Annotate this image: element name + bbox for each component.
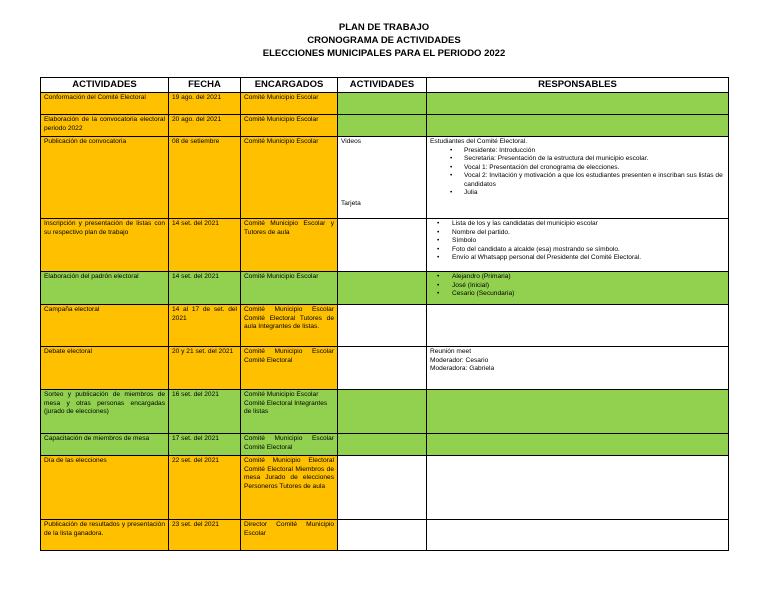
cell-actividad: Publicación de resultados y presentación de la lista ganadora. [41, 520, 169, 551]
cell-actividades-2 [338, 219, 427, 272]
activity-tarjeta: Tarjeta [341, 200, 361, 207]
list-item: • Secretaria: Presentación de la estructura del municipio escolar. [430, 155, 725, 164]
cell-fecha: 14 set. del 2021 [169, 219, 241, 272]
cell-fecha: 17 set. del 2021 [169, 434, 241, 456]
cell-responsables [427, 520, 729, 551]
cell-encargados: Comité Municipio Escolar Comité Electoral Tutores de aula Integrantes de listas. [241, 305, 338, 347]
table-row [41, 390, 729, 434]
cell-responsables [427, 137, 729, 219]
responsables-heading: Estudiantes del Comité Electoral. [430, 138, 528, 145]
cell-actividades-2 [338, 434, 427, 456]
table-row [41, 93, 729, 115]
table-row [41, 434, 729, 456]
list-item: • Cesario (Secundaria) [430, 290, 725, 299]
table-row [41, 137, 729, 219]
table-row [41, 115, 729, 137]
list-item: • Símbolo [430, 237, 725, 246]
cell-actividades-2 [338, 305, 427, 347]
list-item: • Foto del candidato a alcalde (esa) mostrando se símbolo. [430, 246, 725, 255]
cell-actividad: Campaña electoral [41, 305, 169, 347]
cell-actividad: Inscripción y presentación de listas con su respectivo plan de trabajo [41, 219, 169, 272]
cell-responsables [427, 219, 729, 272]
cell-fecha: 20 ago. del 2021 [169, 115, 241, 137]
cell-responsables [427, 434, 729, 456]
list-item: • Vocal 2: Invitación y motivación a que los estudiantes presenten e inscriban sus listas de candidatos [430, 172, 725, 189]
cell-encargados: Comité Municipio Escolar y Tutores de aula [241, 219, 338, 272]
responsables-list [430, 273, 725, 299]
cell-encargados: Comité Municipio Electoral Comité Electoral Miembros de mesa Jurado de elecciones Personeros Tutores de aula [241, 456, 338, 520]
activity-videos: Videos [341, 138, 362, 145]
table-row [41, 456, 729, 520]
header-actividades: ACTIVIDADES [41, 78, 169, 93]
cell-actividades-2 [338, 137, 427, 219]
header-actividades-2: ACTIVIDADES [338, 78, 427, 93]
header-responsables: RESPONSABLES [427, 78, 729, 93]
responsables-line: Moderador: Cesario [430, 356, 489, 364]
cell-fecha: 20 y 21 set. del 2021 [169, 347, 241, 390]
cell-actividad: Elaboración de la convocatoria electoral periodo 2022 [41, 115, 169, 137]
cell-fecha: 08 de setiembre [169, 137, 241, 219]
cell-encargados: Comité Municipio Escolar Comité Electoral [241, 434, 338, 456]
cell-fecha: 23 set. del 2021 [169, 520, 241, 551]
table-row [41, 520, 729, 551]
title-line-2: CRONOGRAMA DE ACTIVIDADES [307, 35, 461, 46]
cell-actividad: Capacitación de miembros de mesa [41, 434, 169, 456]
responsables-list [430, 220, 725, 263]
table-row [41, 272, 729, 305]
cell-actividades-2 [338, 93, 427, 115]
cell-encargados: Comité Municipio Escolar [241, 272, 338, 305]
list-item: • Julia [430, 189, 725, 198]
table-row [41, 347, 729, 390]
responsables-list [430, 147, 725, 198]
list-item: • Lista de los y las candidatas del municipio escolar [430, 220, 725, 229]
title-line-3: ELECCIONES MUNICIPALES PARA EL PERIODO 2022 [262, 48, 506, 59]
table-header-row [41, 78, 729, 93]
cell-actividades-2 [338, 390, 427, 434]
responsables-line: Moderadora: Gabriela [430, 365, 495, 372]
document-title [0, 21, 768, 60]
list-item: • Alejandro (Primaria) [430, 273, 725, 282]
cell-actividad: Conformación del Comité Electoral [41, 93, 169, 115]
cell-responsables [427, 115, 729, 137]
cell-actividades-2 [338, 347, 427, 390]
cell-encargados: Comité Municipio Escolar [241, 137, 338, 219]
list-item: • Envío al Whatsapp personal del Presidente del Comité Electoral. [430, 254, 725, 263]
cell-responsables [427, 305, 729, 347]
cell-encargados: Director Comité Municipio Escolar [241, 520, 338, 551]
header-encargados: ENCARGADOS [241, 78, 338, 93]
header-fecha: FECHA [169, 78, 241, 93]
table-row [41, 305, 729, 347]
title-line-1: PLAN DE TRABAJO [338, 22, 430, 33]
table-row [41, 219, 729, 272]
cell-actividad: Día de las elecciones [41, 456, 169, 520]
cell-fecha: 22 set. del 2021 [169, 456, 241, 520]
cell-actividades-2 [338, 520, 427, 551]
cell-actividad: Elaboración del padrón electoral [41, 272, 169, 305]
cell-encargados: Comité Municipio Escolar [241, 93, 338, 115]
cell-responsables [427, 390, 729, 434]
cell-encargados: Comité Municipio Escolar [241, 115, 338, 137]
cell-fecha: 14 set. del 2021 [169, 272, 241, 305]
cell-encargados: Comité Municipio Escolar Comité Electoral Integrantes de listas [241, 390, 338, 434]
cell-actividad: Publicación de convocatoria [41, 137, 169, 219]
cell-fecha: 19 ago. del 2021 [169, 93, 241, 115]
list-item: • Presidente: Introducción [430, 147, 725, 156]
responsables-heading: Reunión meet [430, 348, 472, 355]
cell-responsables [427, 272, 729, 305]
cell-responsables [427, 456, 729, 520]
list-item: • José (Inicial) [430, 282, 725, 291]
cell-actividades-2 [338, 456, 427, 520]
schedule-table [40, 77, 729, 551]
cell-fecha: 16 set. del 2021 [169, 390, 241, 434]
cell-actividades-2 [338, 272, 427, 305]
cell-responsables [427, 93, 729, 115]
cell-fecha: 14 al 17 de set. del 2021 [169, 305, 241, 347]
list-item: • Vocal 1: Presentación del cronograma de elecciones. [430, 164, 725, 173]
list-item: • Nombre del partido. [430, 229, 725, 238]
cell-responsables [427, 347, 729, 390]
cell-actividad: Debate electoral [41, 347, 169, 390]
cell-actividades-2 [338, 115, 427, 137]
cell-encargados: Comité Municipio Escolar Comité Electoral [241, 347, 338, 390]
cell-actividad: Sorteo y publicación de miembros de mesa y otras personas encargadas (jurado de elecciones) [41, 390, 169, 434]
